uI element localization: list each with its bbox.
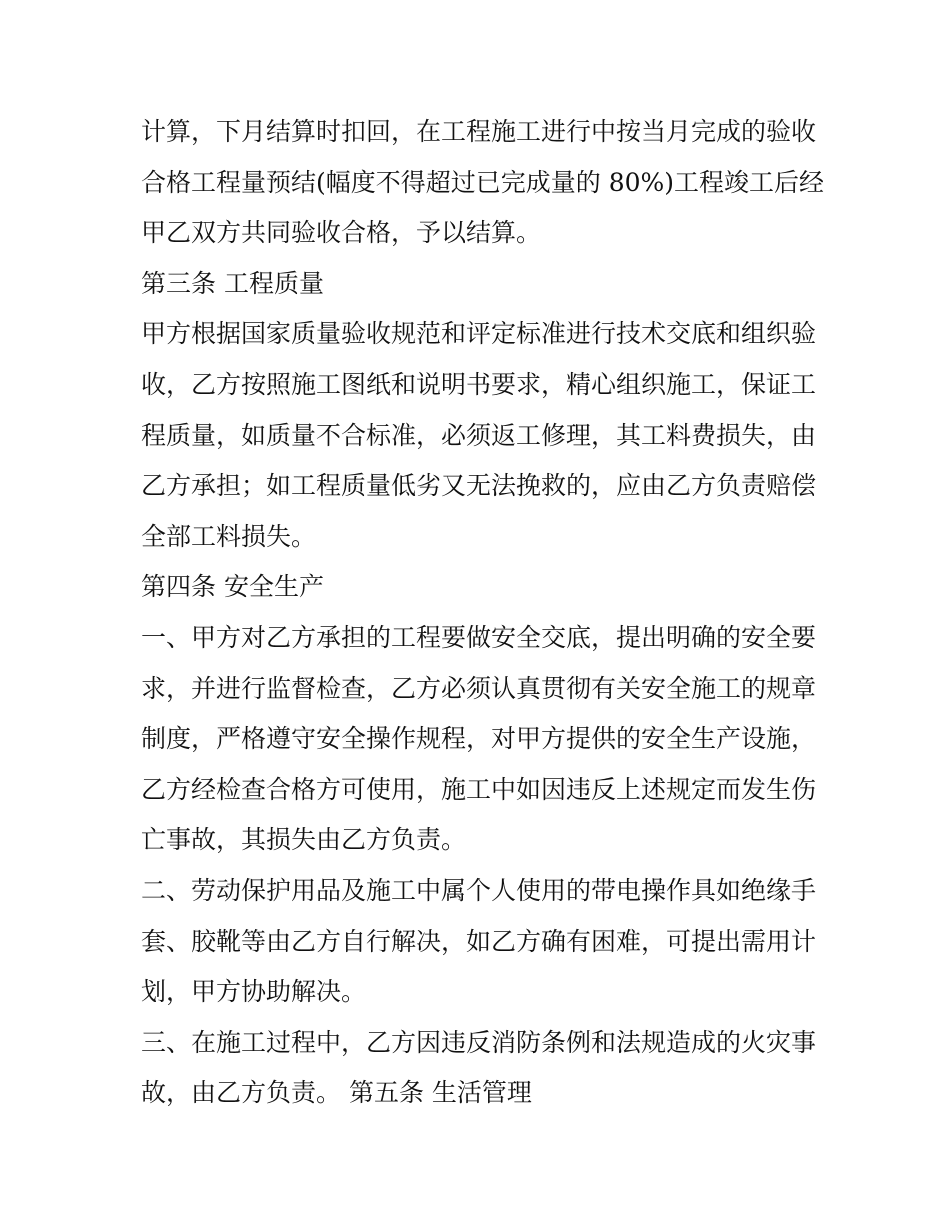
section-heading: 第四条 安全生产 — [141, 572, 324, 602]
text-line: 甲乙双方共同验收合格，予以结算。 — [141, 218, 542, 248]
text-line: 故，由乙方负责。 第五条 生活管理 — [141, 1078, 532, 1108]
text-line: 全部工料损失。 — [141, 521, 317, 551]
text-line: 乙方承担；如工程质量低劣又无法挽救的，应由乙方负责赔偿 — [141, 471, 817, 501]
text-line: 乙方经检查合格方可使用，施工中如因违反上述规定而发生伤 — [141, 774, 817, 804]
text-line: 划，甲方协助解决。 — [141, 977, 367, 1007]
text-line: 亡事故，其损失由乙方负责。 — [141, 825, 467, 855]
text-line: 三、在施工过程中，乙方因违反消防条例和法规造成的火灾事 — [141, 1027, 817, 1057]
text-line: 一、甲方对乙方承担的工程要做安全交底，提出明确的安全要 — [141, 622, 817, 652]
text-line: 制度，严格遵守安全操作规程，对甲方提供的安全生产设施， — [141, 724, 817, 754]
text-line: 二、劳动保护用品及施工中属个人使用的带电操作具如绝缘手 — [141, 875, 817, 905]
section-heading: 第三条 工程质量 — [141, 268, 324, 298]
text-line: 合格工程量预结(幅度不得超过已完成量的 80%)工程竣工后经 — [141, 167, 825, 197]
text-line: 计算，下月结算时扣回，在工程施工进行中按当月完成的验收 — [141, 117, 817, 146]
text-line: 甲方根据国家质量验收规范和评定标准进行技术交底和组织验 — [141, 319, 817, 349]
text-line: 收，乙方按照施工图纸和说明书要求，精心组织施工，保证工 — [141, 369, 817, 399]
text-line: 程质量，如质量不合标准，必须返工修理，其工料费损失，由 — [141, 420, 817, 450]
text-line: 套、胶靴等由乙方自行解决，如乙方确有困难，可提出需用计 — [141, 926, 817, 956]
document-body — [141, 107, 825, 1119]
text-line: 求，并进行监督检查，乙方必须认真贯彻有关安全施工的规章 — [141, 673, 817, 703]
